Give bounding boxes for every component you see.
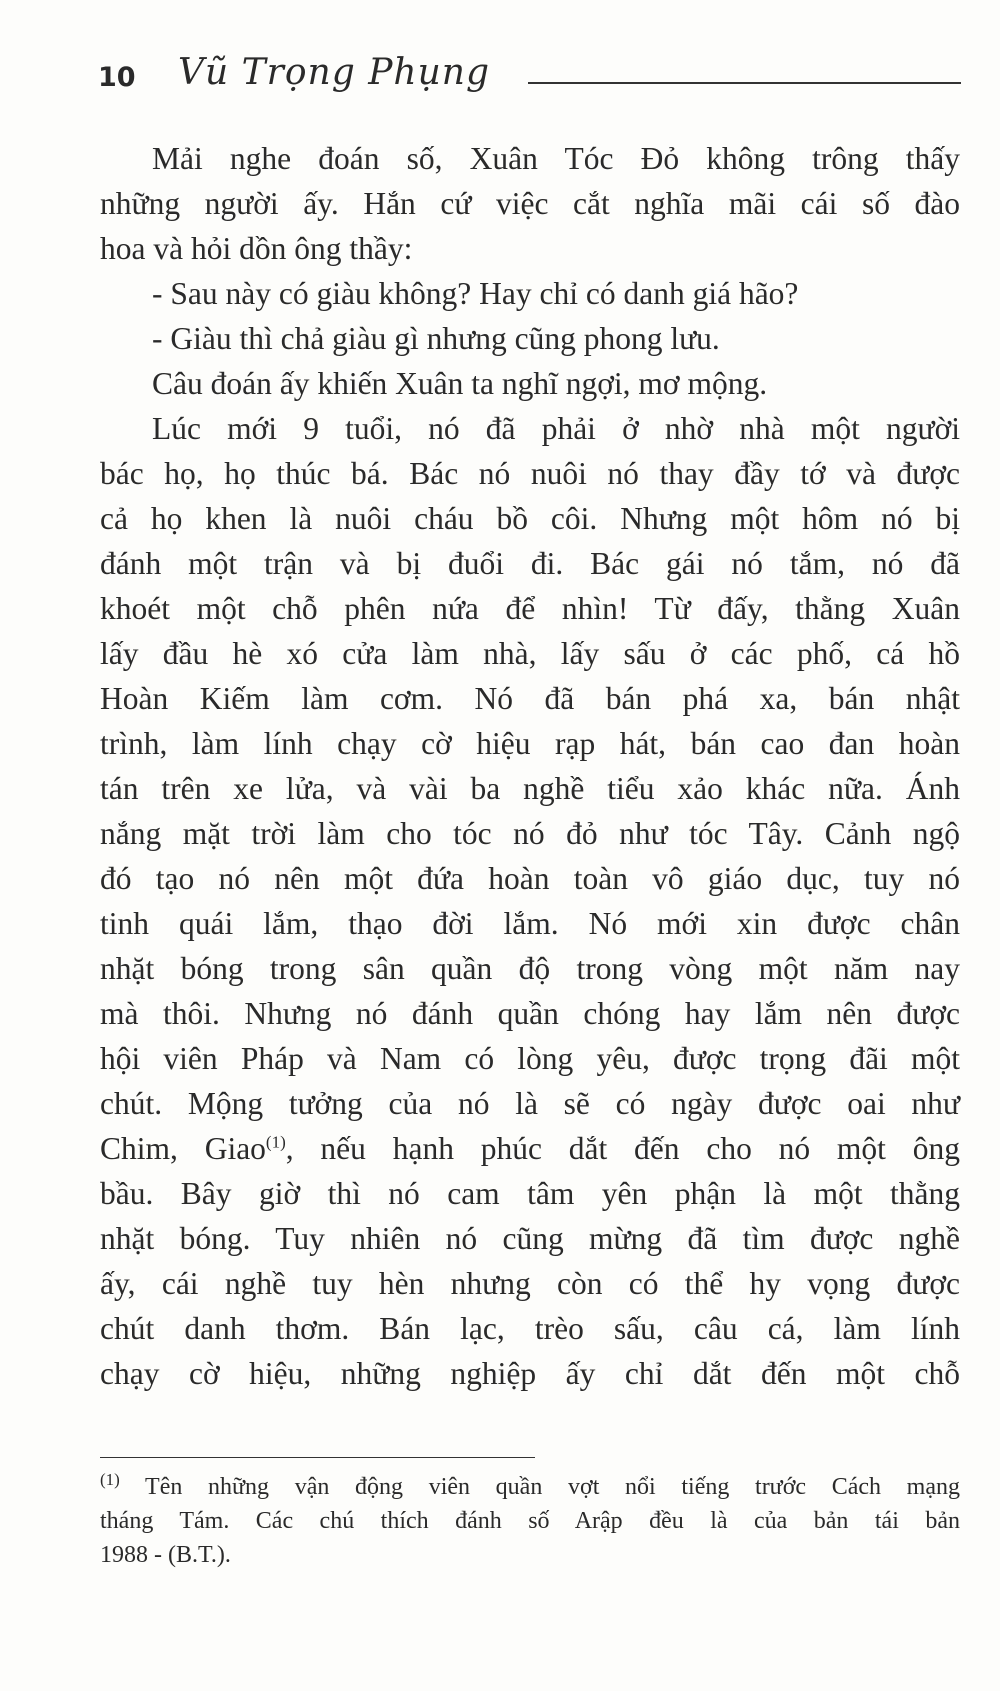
paragraph-1 bbox=[100, 136, 960, 271]
footnote-line bbox=[100, 1470, 960, 1504]
footnote-line: tháng Tám. Các chú thích đánh số Arập đều là của bản tái bản bbox=[100, 1508, 960, 1534]
page-header bbox=[98, 52, 958, 102]
footnote-line: 1988 - (B.T.). bbox=[100, 1542, 231, 1568]
text-line: mà thôi. Nhưng nó đánh quần chóng hay lắm nên được bbox=[100, 996, 960, 1031]
text-line: tinh quái lắm, thạo đời lắm. Nó mới xin được chân bbox=[100, 906, 960, 941]
text-fragment: Tên những vận động viên quần vợt nổi tiếng trước Cách mạng bbox=[119, 1474, 960, 1500]
text-line: - Sau này có giàu không? Hay chỉ có danh giá hão? bbox=[152, 276, 799, 311]
text-line: nhặt bóng trong sân quần độ trong vòng một năm nay bbox=[100, 951, 960, 986]
text-line: Mải nghe đoán số, Xuân Tóc Đỏ không trông thấy bbox=[152, 141, 960, 176]
text-line: đó tạo nó nên một đứa hoàn toàn vô giáo dục, tuy nó bbox=[100, 861, 960, 896]
text-line: chút. Mộng tưởng của nó là sẽ có ngày được oai như bbox=[100, 1086, 960, 1121]
text-line: nắng mặt trời làm cho tóc nó đỏ như tóc Tây. Cảnh ngộ bbox=[100, 816, 960, 851]
text-line: chút danh thơm. Bán lạc, trèo sấu, câu cá, làm lính bbox=[100, 1311, 960, 1346]
text-line: cả họ khen là nuôi cháu bồ côi. Nhưng một hôm nó bị bbox=[100, 501, 960, 536]
dialog-line-1 bbox=[100, 271, 960, 316]
text-line: khoét một chỗ phên nứa để nhìn! Từ đấy, thằng Xuân bbox=[100, 591, 960, 626]
running-title: Vũ Trọng Phụng bbox=[178, 52, 491, 93]
text-line: trình, làm lính chạy cờ hiệu rạp hát, bán cao đan hoàn bbox=[100, 726, 960, 761]
text-line: tán trên xe lửa, và vài ba nghề tiểu xảo khác nữa. Ánh bbox=[100, 771, 960, 806]
text-line-with-footnote bbox=[100, 1126, 960, 1171]
footnote bbox=[100, 1470, 960, 1572]
text-line: ấy, cái nghề tuy hèn nhưng còn có thể hy vọng được bbox=[100, 1266, 960, 1301]
text-line: hoa và hỏi dồn ông thầy: bbox=[100, 231, 413, 266]
body-text bbox=[100, 136, 960, 1396]
text-line: hội viên Pháp và Nam có lòng yêu, được trọng đãi một bbox=[100, 1041, 960, 1076]
text-line: bác họ, họ thúc bá. Bác nó nuôi nó thay đầy tớ và được bbox=[100, 456, 960, 491]
paragraph-2 bbox=[100, 361, 960, 406]
text-fragment: Chim, Giao bbox=[100, 1131, 266, 1166]
text-line: nhặt bóng. Tuy nhiên nó cũng mừng đã tìm được nghề bbox=[100, 1221, 960, 1256]
footnote-marker: (1) bbox=[100, 1470, 120, 1489]
text-line: đánh một trận và bị đuổi đi. Bác gái nó tắm, nó đã bbox=[100, 546, 960, 581]
footnote-reference: (1) bbox=[265, 1132, 286, 1152]
text-line: bầu. Bây giờ thì nó cam tâm yên phận là một thằng bbox=[100, 1176, 960, 1211]
text-line: những người ấy. Hắn cứ việc cắt nghĩa mãi cái số đào bbox=[100, 186, 960, 221]
text-line: chạy cờ hiệu, những nghiệp ấy chỉ dắt đến một chỗ bbox=[100, 1356, 960, 1391]
text-fragment: , nếu hạnh phúc dắt đến cho nó một ông bbox=[285, 1131, 960, 1166]
text-line: Câu đoán ấy khiến Xuân ta nghĩ ngợi, mơ mộng. bbox=[152, 366, 768, 401]
text-line: lấy đầu hè xó cửa làm nhà, lấy sấu ở các phố, cá hồ bbox=[100, 636, 960, 671]
text-line: Lúc mới 9 tuổi, nó đã phải ở nhờ nhà một người bbox=[152, 411, 960, 446]
text-line: Hoàn Kiếm làm cơm. Nó đã bán phá xa, bán nhật bbox=[100, 681, 960, 716]
header-rule bbox=[528, 82, 961, 84]
footnote-rule bbox=[100, 1457, 535, 1458]
text-line: - Giàu thì chả giàu gì nhưng cũng phong lưu. bbox=[152, 321, 720, 356]
page-number: 10 bbox=[98, 62, 136, 93]
paragraph-3 bbox=[100, 406, 960, 1396]
dialog-line-2 bbox=[100, 316, 960, 361]
